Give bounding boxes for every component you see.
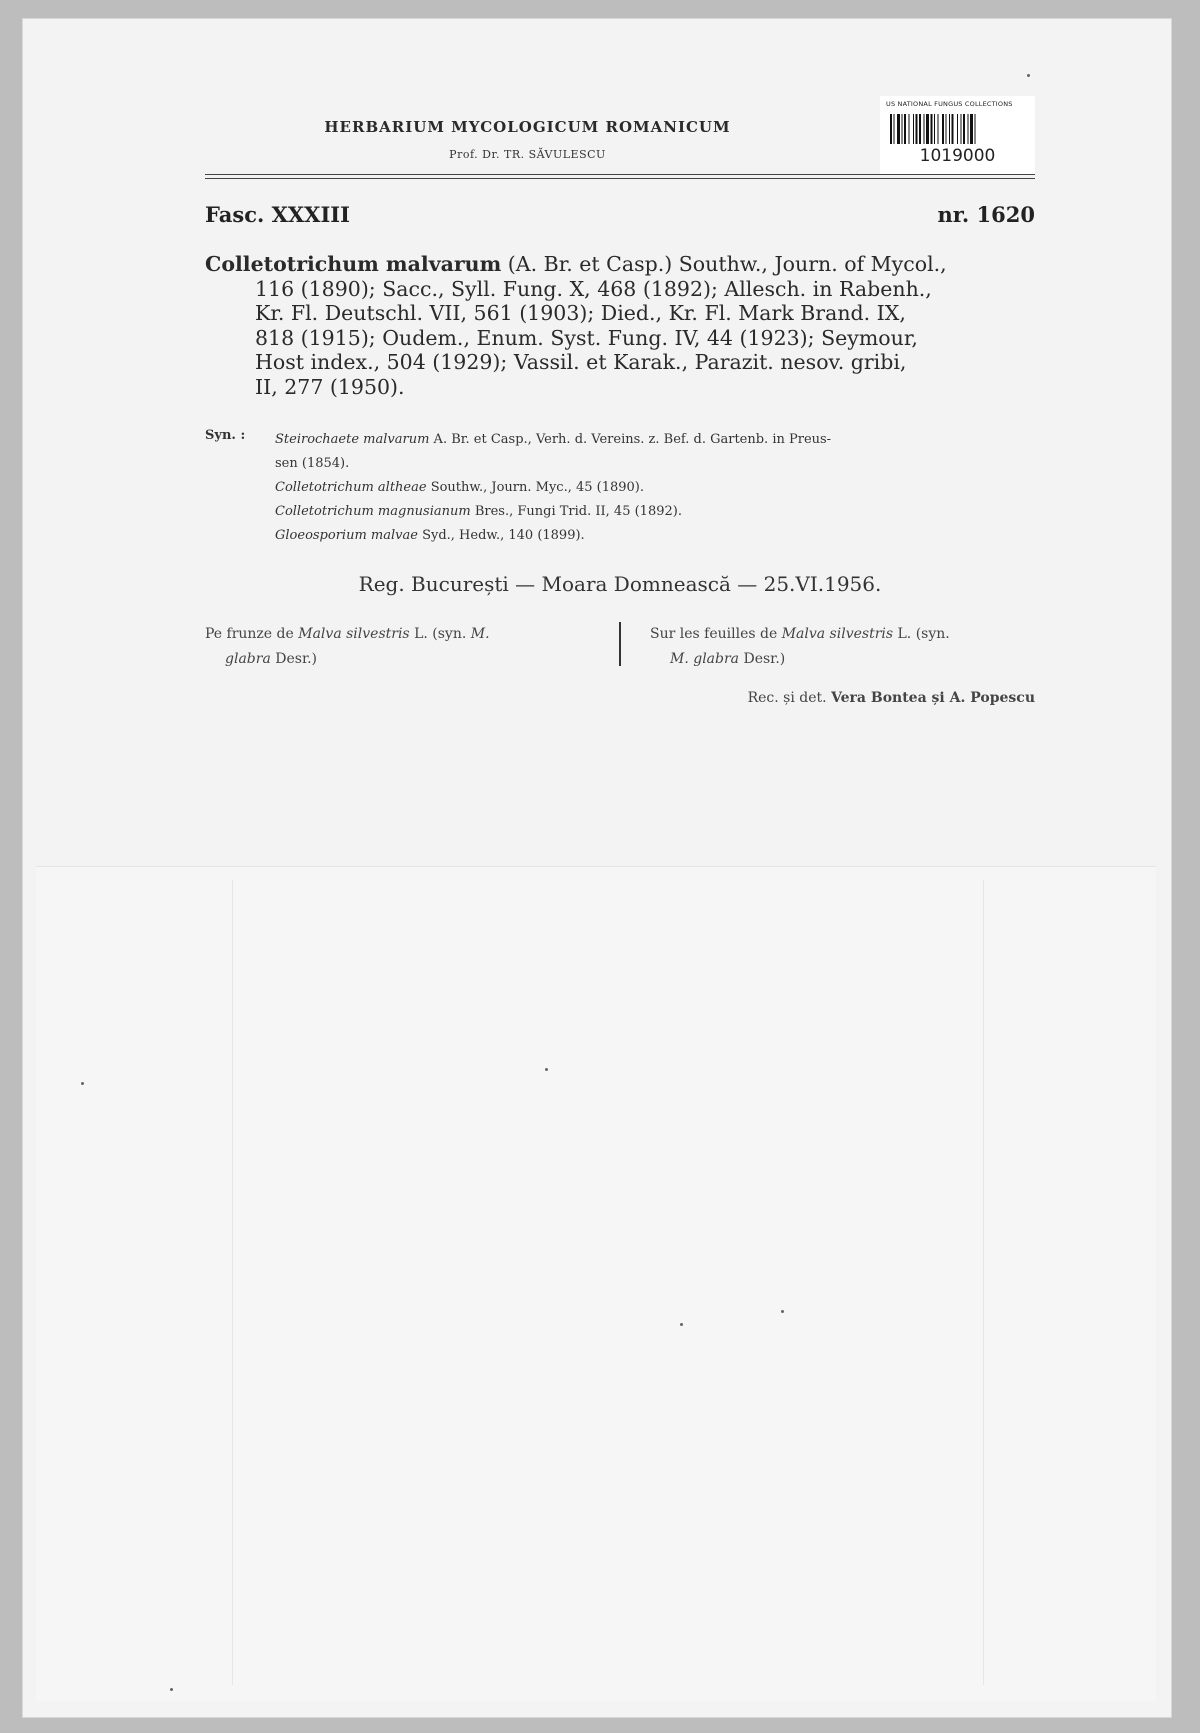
synonym-ref: Syd., Hedw., 140 (1899). (417, 528, 585, 543)
host-french (650, 622, 1035, 672)
host-text: L. (syn. (893, 626, 950, 642)
synonym-name: Colletotrichum magnusianum (275, 504, 471, 519)
paper-speck (781, 1310, 784, 1313)
host-romanian (205, 622, 600, 672)
synonym-ref: Southw., Journ. Myc., 45 (1890). (426, 480, 645, 495)
synonym-name: Steirochaete malvarum (275, 432, 430, 447)
paper-speck (81, 1082, 84, 1085)
synonym-name: Colletotrichum altheae (275, 480, 427, 495)
host-text: Sur les feuilles de (650, 626, 782, 642)
collector-prefix: Rec. și det. (747, 690, 832, 706)
barcode-number: 1019000 (919, 146, 996, 166)
header-rule (205, 174, 1035, 179)
fascicle-label: Fasc. XXXIII (205, 202, 350, 227)
host-synonym: glabra (225, 651, 271, 667)
envelope-inner-panel (232, 880, 984, 1685)
host-text: Desr.) (270, 651, 318, 667)
barcode-icon (890, 114, 1025, 144)
synonym-item (275, 452, 1035, 476)
host-synonym: M. glabra (670, 651, 740, 667)
barcode-caption: US NATIONAL FUNGUS COLLECTIONS (886, 100, 1013, 108)
paper-speck (170, 1688, 173, 1691)
synonym-item (275, 428, 1035, 452)
herbarium-title: HERBARIUM MYCOLOGICUM ROMANICUM (324, 118, 731, 136)
citation-line: II, 277 (1950). (255, 374, 405, 399)
paper-speck (680, 1323, 683, 1326)
collection-locality: Reg. București — Moara Domnească — 25.VI.1956. (358, 572, 882, 596)
citation-line: Host index., 504 (1929); Vassil. et Karak., Parazit. nesov. gribi, (255, 350, 907, 374)
species-name: Colletotrichum malvarum (205, 252, 502, 276)
paper-speck (1027, 74, 1030, 77)
specimen-number: nr. 1620 (937, 202, 1035, 227)
host-synonym: M. (470, 626, 490, 642)
synonym-ref: Bres., Fungi Trid. II, 45 (1892). (470, 504, 682, 519)
synonyms-list (275, 428, 1035, 548)
synonym-ref: A. Br. et Casp., Verh. d. Vereins. z. Bef. d. Gartenb. in Preus- (429, 432, 832, 447)
host-species: Malva silvestris (781, 626, 894, 642)
column-divider (619, 622, 621, 666)
barcode-label (880, 96, 1035, 174)
citation-line: Kr. Fl. Deutschl. VII, 561 (1903); Died., Kr. Fl. Mark Brand. IX, (255, 301, 906, 325)
host-species: Malva silvestris (298, 626, 410, 642)
synonyms-label: Syn. : (205, 428, 246, 443)
species-entry (205, 252, 1035, 399)
synonym-item (275, 500, 1035, 524)
citation-line: 818 (1915); Oudem., Enum. Syst. Fung. IV, 44 (1923); Seymour, (255, 325, 918, 350)
paper-speck (545, 1068, 548, 1071)
citation-line: (A. Br. et Casp.) Southw., Journ. of Mycol., (501, 252, 947, 276)
host-text: Pe frunze de (205, 626, 299, 642)
synonym-ref: sen (1854). (275, 456, 350, 471)
host-text: Desr.) (739, 651, 786, 667)
collector-names: Vera Bontea și A. Popescu (831, 690, 1035, 706)
citation-line: 116 (1890); Sacc., Syll. Fung. X, 468 (1892); Allesch. in Rabenh., (255, 276, 932, 301)
collector-line (748, 690, 1035, 706)
synonym-item (275, 524, 1035, 548)
synonym-name: Gloeosporium malvae (275, 528, 418, 543)
synonym-item (275, 476, 1035, 500)
herbarium-subtitle: Prof. Dr. TR. SĂVULESCU (449, 148, 606, 161)
host-text: L. (syn. (409, 626, 471, 642)
